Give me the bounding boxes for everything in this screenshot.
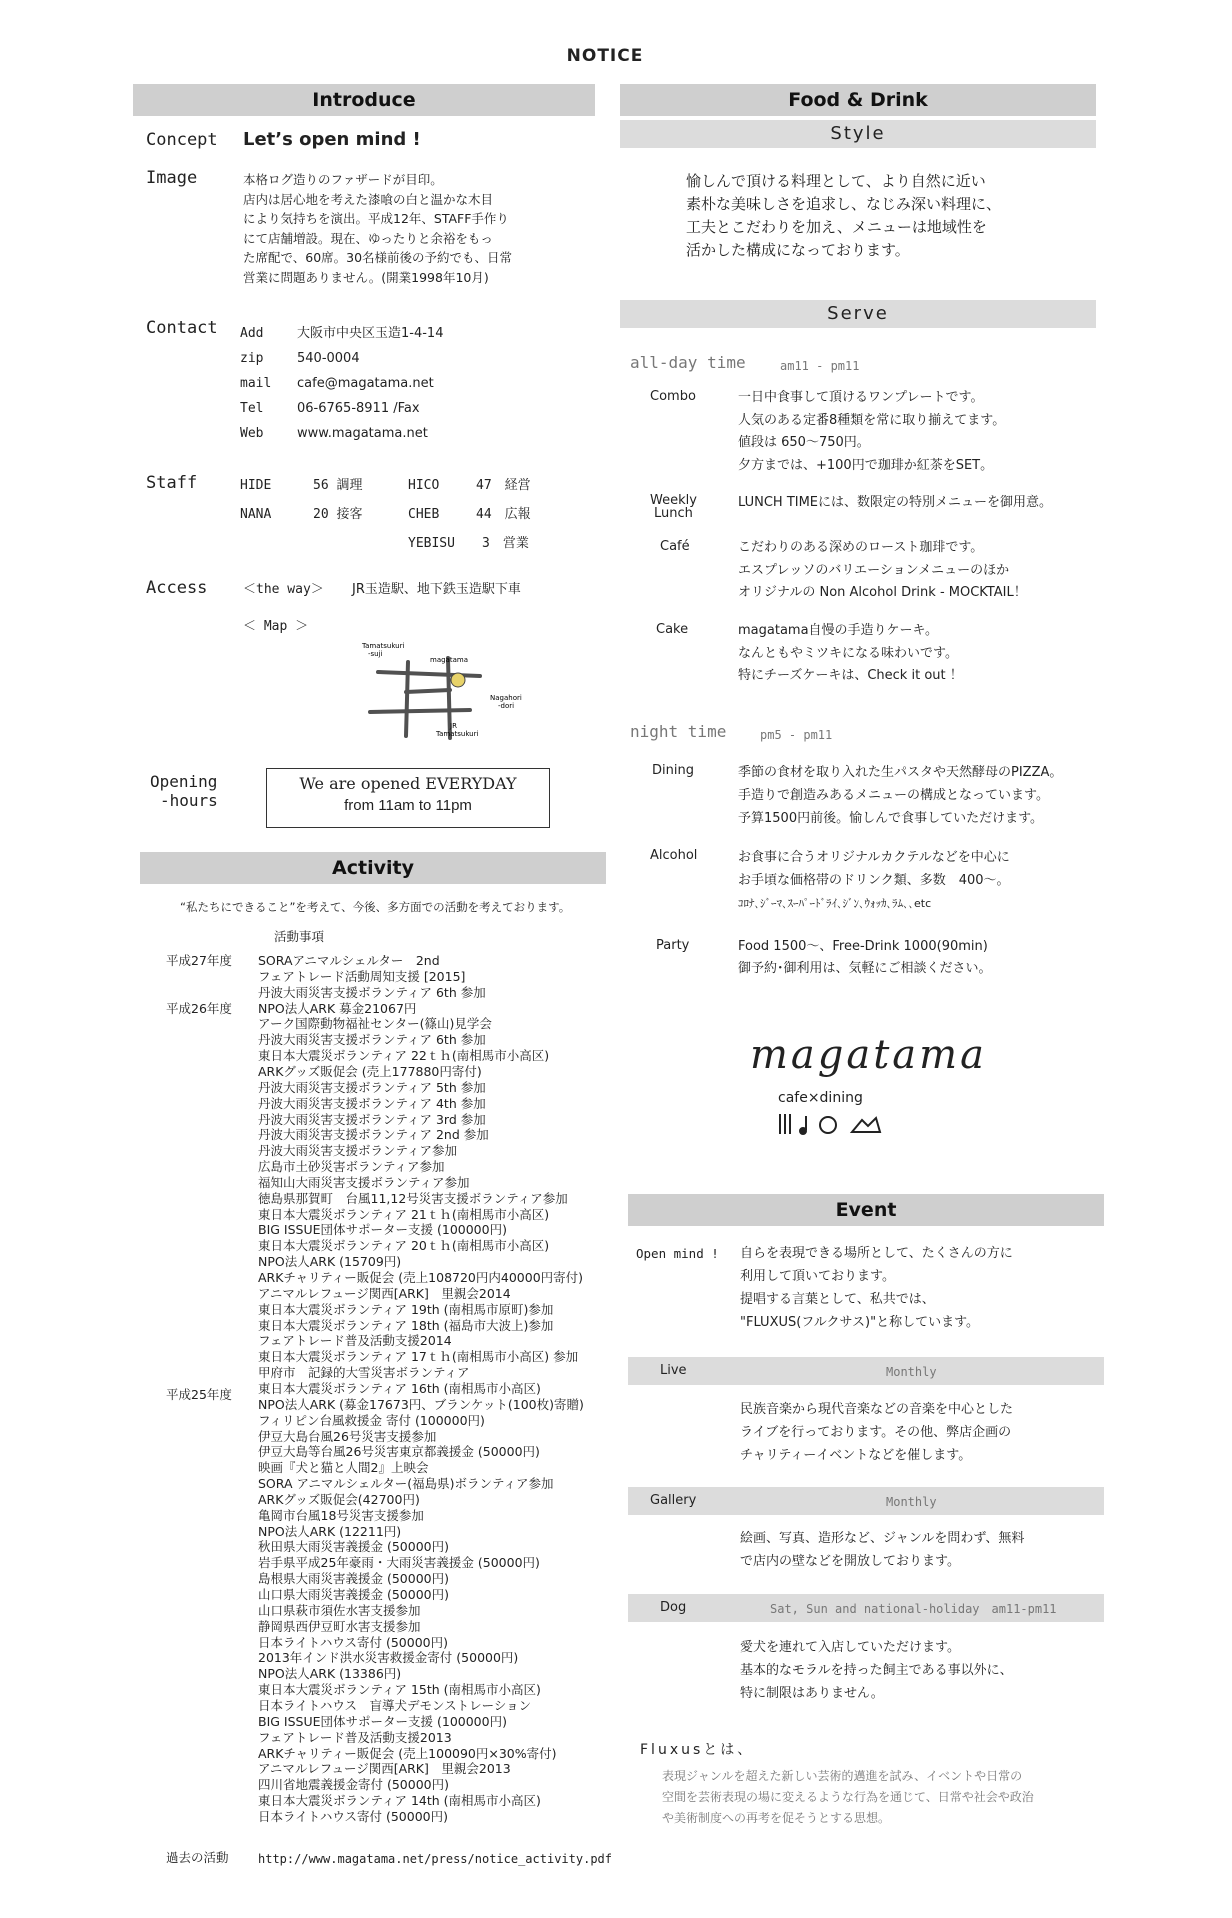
gallery-label: Gallery [650, 1493, 697, 1508]
allday-title: all-day time [630, 353, 746, 372]
ball-icon [820, 1117, 836, 1133]
weekly-lunch-text: LUNCH TIMEには、数限定の特別メニューを御用意。 [738, 495, 1053, 510]
activity-item: 伊豆大島台風26号災害支援参加 [258, 1428, 437, 1444]
year-h27: 平成27年度 [166, 953, 232, 968]
contact-keys: Add zip mail Tel Web [240, 326, 272, 441]
combo-text: 一日中食事して頂けるワンプレートです。 人気のある定番8種類を常に取り揃えてます。 値段は 650～750円。 夕方までは、+100円で珈琲か紅茶をSET。 [738, 390, 1006, 473]
cake-label: Cake [656, 622, 689, 637]
activity-item: 東日本大震災ボランティア 14th (南相馬市小高区) [258, 1793, 541, 1809]
concept-label: Concept [146, 130, 218, 150]
staff-nana: NANA [240, 507, 272, 522]
mail-link[interactable]: cafe@magatama.net [297, 376, 434, 391]
activity-item: アーク国際動物福祉センター(篠山)見学会 [258, 1016, 492, 1032]
cafe-label: Café [660, 539, 690, 554]
style-text: 愉しんで頂ける料理として、より自然に近い 素朴な美味しさを追求し、なじみ深い料理に、 工夫とこだわりを加え、メニューは地域性を 活かした構成になっております。 [686, 172, 1002, 259]
live-text: 民族音楽から現代音楽などの音楽を中心とした ライブを行っております。その他、弊店企画の チャリティーイベントなどを催します。 [740, 1402, 1014, 1463]
activity-item: 東日本大震災ボランティア 16th (南相馬市小高区) [258, 1380, 541, 1396]
past-activity-label: 過去の活動 [166, 1850, 229, 1865]
access-map [352, 632, 532, 744]
svg-text:Nagahori: Nagahori [490, 694, 522, 702]
activity-item: 福知山大雨災害支援ボランティア参加 [258, 1174, 470, 1190]
activity-item: フェアトレード普及活動支援2013 [258, 1729, 452, 1745]
fork-icon [780, 1114, 790, 1134]
activity-item: ARKグッズ販促会(42700円) [258, 1491, 420, 1507]
activity-item: 島根県大雨災害義援金 (50000円) [258, 1571, 449, 1587]
activity-item: 亀岡市台風18号災害支援参加 [258, 1507, 424, 1523]
activity-item: NPO法人ARK (募金17673円、ブランケット(100枚)寄贈) [258, 1396, 584, 1412]
activity-item: 徳島県那賀町 台風11,12号災害支援ボランティア参加 [258, 1190, 568, 1206]
live-frequency: Monthly [886, 1365, 937, 1379]
staff-hico: HICO [408, 478, 440, 493]
activity-item: 静岡県西伊豆町水害支援参加 [258, 1618, 421, 1634]
activity-item: ARKチャリティー販促会 (売上108720円内40000円寄付) [258, 1270, 584, 1285]
access-way: ＜the way＞ [243, 582, 324, 597]
alcohol-text: お食事に合うオリジナルカクテルなどを中心に お手頃な価格帯のドリンク類、多数 400～。 ｺﾛﾅ､ｼﾞｰﾏ､ｽｰﾊﾟｰﾄﾞﾗｲ､ｼﾞﾝ､ｳｫｯｶ､ﾗﾑ､､etc [738, 850, 1010, 910]
svg-text:magatama: magatama [430, 656, 468, 664]
dog-icon [852, 1118, 880, 1132]
contact-label: Contact [146, 318, 218, 338]
activity-item: アニマルレフュージ関西[ARK] 里親会2013 [258, 1761, 511, 1777]
combo-label: Combo [650, 389, 696, 404]
map-label: ＜ Map ＞ [243, 619, 309, 634]
opening-hours-box: We are opened EVERYDAY from 11am to 11pm [266, 768, 550, 828]
food-drink-heading: Food & Drink [620, 84, 1096, 116]
activity-item: 秋田県大雨災害義援金 (50000円) [258, 1539, 449, 1555]
event-heading: Event [628, 1194, 1104, 1226]
image-label: Image [146, 168, 198, 188]
dog-frequency: Sat, Sun and national-holiday am11-pm11 [770, 1602, 1057, 1616]
activity-item: NPO法人ARK (12211円) [258, 1523, 402, 1539]
activity-item: 広島市土砂災害ボランティア参加 [258, 1159, 445, 1175]
activity-item: 丹波大雨災害支援ボランティア 6th 参加 [258, 984, 486, 1000]
svg-text:JR: JR [450, 722, 457, 730]
activity-item: アニマルレフュージ関西[ARK] 里親会2014 [258, 1285, 511, 1301]
weekly-lunch-label: Weekly Lunch [650, 493, 697, 521]
activity-item: 映画『犬と猫と人間2』上映会 [258, 1460, 429, 1476]
style-heading: Style [620, 120, 1096, 148]
activity-item: 東日本大震災ボランティア 17ｔｈ(南相馬市小高区) 参加 [258, 1349, 579, 1365]
activity-item: BIG ISSUE団体サポーター支援 (100000円) [258, 1713, 507, 1729]
activity-item: フェアトレード活動周知支援 [2015] [258, 968, 466, 984]
staff-label: Staff [146, 473, 198, 493]
activity-item: 東日本大震災ボランティア 15th (南相馬市小高区) [258, 1682, 541, 1698]
tel: 06-6765-8911 /Fax [297, 401, 420, 416]
open-mind-label: Open mind ! [636, 1246, 719, 1261]
dog-label: Dog [660, 1600, 687, 1615]
activity-item: ARKグッズ販促会 (売上177880円寄付) [258, 1063, 482, 1079]
activity-item: BIG ISSUE団体サポーター支援 (100000円) [258, 1222, 507, 1238]
activity-item: 岩手県平成25年豪雨・大雨災害義援金 (50000円) [258, 1555, 540, 1571]
activity-heading: Activity [140, 852, 606, 884]
hours-label: Opening -hours [150, 772, 218, 810]
contact-values [297, 321, 443, 446]
activity-item: 丹波大雨災害支援ボランティア 2nd 参加 [258, 1127, 489, 1143]
svg-text:-suji: -suji [368, 650, 383, 658]
activity-item: 丹波大雨災害支援ボランティア 4th 参加 [258, 1095, 486, 1111]
location-marker-icon [451, 673, 465, 687]
cafe-text: こだわりのある深めのロースト珈琲です。 エスプレッソのバリエーションメニューのほか オリジナルの Non Alcohol Drink - MOCKTAIL！ [738, 540, 1027, 600]
concept-value: Let’s open mind ! [243, 129, 421, 150]
zip: 540-0004 [297, 351, 360, 366]
serve-heading: Serve [620, 300, 1096, 328]
year-h25: 平成25年度 [166, 1387, 232, 1402]
activity-item: 伊豆大島等台風26号災害東京都義援金 (50000円) [258, 1444, 540, 1460]
live-label: Live [660, 1363, 687, 1378]
access-value: JR玉造駅、地下鉄玉造駅下車 [352, 582, 521, 597]
activity-item: フィリピン台風救援金 寄付 (100000円) [258, 1412, 485, 1428]
dining-text: 季節の食材を取り入れた生パスタや天然酵母のPIZZA。 手造りで創造みあるメニューの構成となっています。 予算1500円前後。愉しんで食事していただけます。 [738, 765, 1063, 826]
past-activity-link[interactable]: http://www.magatama.net/press/notice_activity.pdf [258, 1852, 613, 1866]
staff-yebisu: YEBISU [408, 536, 455, 551]
svg-text:-dori: -dori [498, 702, 515, 710]
activity-item: 日本ライトハウス寄付 (50000円) [258, 1634, 448, 1650]
year-h26: 平成26年度 [166, 1001, 232, 1016]
activity-items-header: 活動事項 [274, 929, 325, 944]
dog-text: 愛犬を連れて入店していただけます。 基本的なモラルを持った飼主である事以外に、 特に制限はありません。 [740, 1640, 1013, 1701]
party-label: Party [656, 938, 690, 953]
svg-text:Tamatsukuri: Tamatsukuri [362, 642, 405, 650]
activity-item: 2013年インド洪水災害救援金寄付 (50000円) [258, 1650, 519, 1666]
web-link[interactable]: www.magatama.net [297, 426, 428, 441]
activity-intro: “私たちにできること”を考えて、今後、多方面での活動を考えております。 [180, 900, 571, 914]
activity-item: フェアトレード普及活動支援2014 [258, 1333, 452, 1349]
activity-item: 丹波大雨災害支援ボランティア 3rd 参加 [258, 1111, 486, 1127]
magatama-logo: magatama [750, 1032, 987, 1078]
live-bar [628, 1357, 1104, 1385]
night-title: night time [630, 722, 727, 741]
activity-item: 日本ライトハウス寄付 (50000円) [258, 1808, 448, 1824]
activity-item: 東日本大震災ボランティア 19th (南相馬市原町)参加 [258, 1301, 554, 1317]
activity-item: NPO法人ARK (15709円) [258, 1254, 402, 1270]
activity-item: 丹波大雨災害支援ボランティア 6th 参加 [258, 1032, 486, 1048]
gallery-bar [628, 1487, 1104, 1515]
activity-item: 丹波大雨災害支援ボランティア参加 [258, 1143, 458, 1159]
logo-subtitle: cafe×dining [778, 1090, 863, 1106]
activity-item: NPO法人ARK (13386円) [258, 1666, 402, 1682]
svg-text:Tamatsukuri: Tamatsukuri [436, 730, 479, 738]
open-mind-text: 自らを表現できる場所として、たくさんの方に 利用して頂いております。 提唱する言葉として、私共では、 "FLUXUS(フルクサス)"と称しています。 [740, 1246, 1013, 1330]
address: 大阪市中央区玉造1-4-14 [297, 326, 444, 341]
dining-label: Dining [652, 763, 694, 778]
page-title: NOTICE [566, 46, 644, 66]
image-description: 本格ログ造りのファザードが目印。 店内は居心地を考えた漆喰の白と温かな木目 により気持ちを演出。平成12年、STAFF手作り にて店舗増設。現在、ゆったりと余裕をもっ た席配で、60席。30名様前後の予約でも、日常 営業に問題ありません。(開業1998年10月) [243, 172, 513, 285]
cake-text: magatama自慢の手造りケーキ。 なんともやミツキになる味わいです。 特にチーズケーキは、Check it out ！ [738, 623, 963, 683]
party-text: Food 1500～、Free-Drink 1000(90min) 御予約･御利用は、気軽にご相談ください。 [738, 939, 992, 976]
activity-item: 四川省地震義援金寄付 (50000円) [258, 1777, 449, 1793]
activity-item: 東日本大震災ボランティア 21ｔｈ(南相馬市小高区) [258, 1206, 550, 1222]
staff-cheb: CHEB [408, 507, 440, 522]
logo-icons [776, 1112, 906, 1136]
activity-item: NPO法人ARK 募金21067円 [258, 1000, 417, 1016]
activity-item: 東日本大震災ボランティア 22ｔｈ(南相馬市小高区) [258, 1048, 550, 1064]
activity-item: 山口県萩市須佐水害支援参加 [258, 1602, 421, 1618]
activity-item: 日本ライトハウス 盲導犬デモンストレーション [258, 1697, 532, 1713]
activity-item: 甲府市 記録的大雪災害ボランティア [258, 1365, 470, 1381]
activity-item: 丹波大雨災害支援ボランティア 5th 参加 [258, 1079, 486, 1095]
activity-item: 東日本大震災ボランティア 20ｔｈ(南相馬市小高区) [258, 1238, 550, 1254]
alcohol-label: Alcohol [650, 848, 698, 863]
staff-hide: HIDE [240, 478, 272, 493]
fluxus-title: Fluxusとは、 [640, 1742, 755, 1758]
access-label: Access [146, 578, 208, 598]
activity-item: SORAアニマルシェルター 2nd [258, 953, 440, 968]
fluxus-text: 表現ジャンルを超えた新しい芸術的邁進を試み、イベントや日常の 空間を芸術表現の場に変えるような行為を通じて、日常や社会や政治 や美術制度への再考を促そうとする思想。 [662, 1769, 1034, 1825]
allday-hours: am11 - pm11 [780, 359, 860, 373]
gallery-text: 絵画、写真、造形など、ジャンルを問わず、無料 で店内の壁などを開放しております。 [740, 1531, 1025, 1569]
introduce-heading: Introduce [133, 84, 595, 116]
activity-item: SORA アニマルシェルター(福島県)ボランティア参加 [258, 1476, 554, 1492]
night-hours: pm5 - pm11 [760, 728, 833, 742]
activity-item: ARKチャリティー販促会 (売上100090円×30%寄付) [258, 1745, 557, 1761]
activity-item: 東日本大震災ボランティア 18th (福島市大波上)参加 [258, 1317, 554, 1333]
activity-item: 山口県大雨災害義援金 (50000円) [258, 1587, 449, 1602]
gallery-frequency: Monthly [886, 1495, 937, 1509]
